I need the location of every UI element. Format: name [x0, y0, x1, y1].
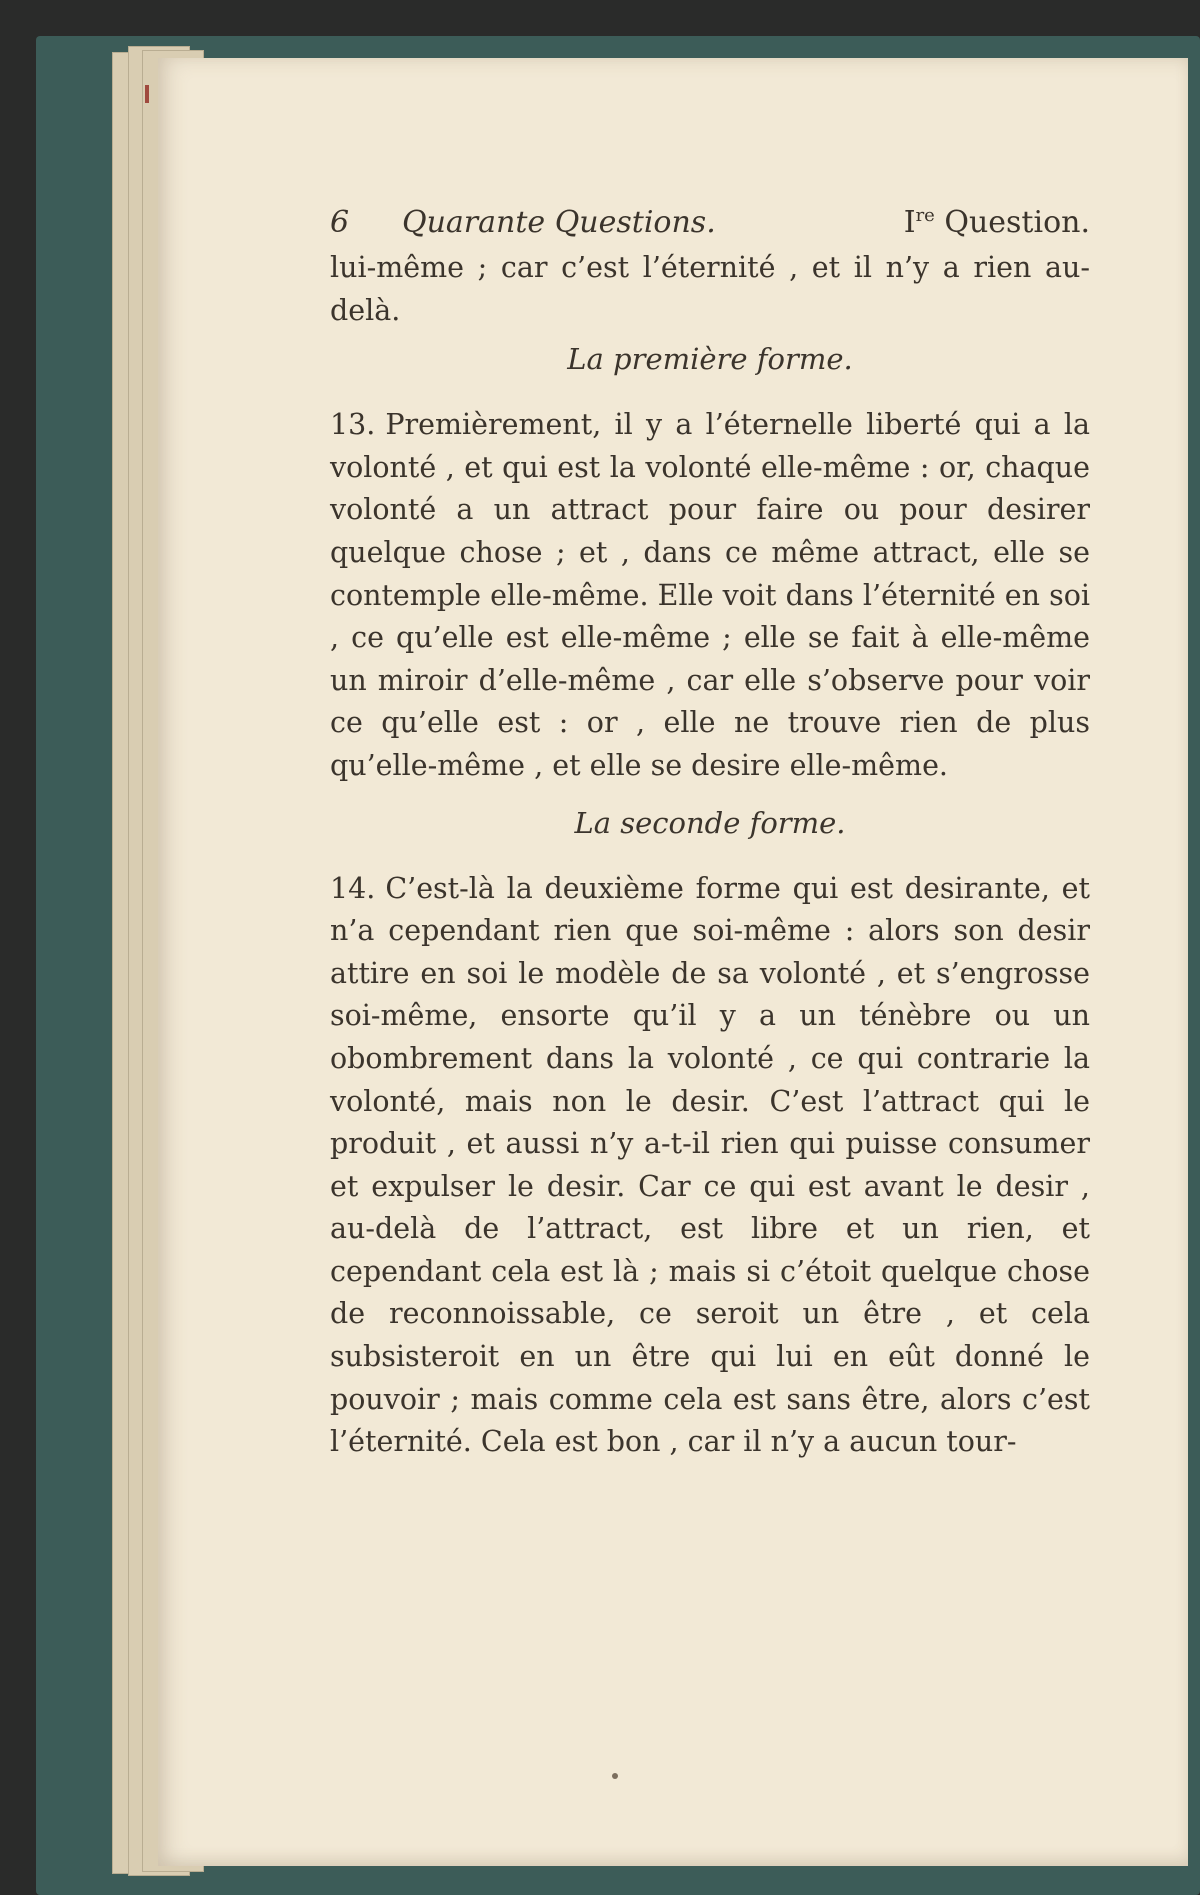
- running-header: [330, 205, 1090, 247]
- ink-dot: [612, 1773, 618, 1779]
- page-number: 6: [330, 205, 350, 240]
- section-heading: La première forme.: [567, 342, 853, 377]
- paragraph-13: [330, 404, 1090, 787]
- paragraph-14: [330, 868, 1090, 1464]
- page-text-block: [330, 205, 1090, 1464]
- opening-paragraph: lui-même ; car c’est l’éternité , et il n’y a rien au-delà.: [330, 251, 1090, 327]
- ink-mark: [145, 85, 149, 103]
- paragraph-text: Premièrement, il y a l’éternelle liberté qui a la volonté , et qui est la volonté elle-même : or, chaque volonté a un attract pour faire ou pour desirer quelque chose ; et , dans ce même attract, elle se contemple elle-même. Elle voit dans l’éternité en soi , ce qu’elle est elle-même ; elle se fait à elle-même un miroir d’elle-même , car elle s’observe pour voir ce qu’elle est : or , elle ne trouve rien de plus qu’elle-même , et elle se desire elle-même.: [330, 408, 1090, 782]
- paragraph-text: C’est-là la deuxième forme qui est desirante, et n’a cependant rien que soi-même : alors son desir attire en soi le modèle de sa volonté , et s’engrosse soi-même, ensorte qu’il y a un ténèbre ou un obombrement dans la volonté , ce qui contrarie la volonté, mais non le desir. C’est l’attract qui le produit , et aussi n’y a-t-il rien qui puisse consumer et expulser le desir. Car ce qui est avant le desir , au-delà de l’attract, est libre et un rien, et cependant cela est là ; mais si c’étoit quelque chose de reconnoissable, ce seroit un être , et cela subsisteroit en un être qui lui en eût donné le pouvoir ; mais comme cela est sans être, alors c’est l’éternité. Cela est bon , car il n’y a aucun tour-: [330, 871, 1090, 1459]
- question-label: Ire Question.: [903, 205, 1090, 240]
- paragraph-number: 14.: [330, 871, 376, 905]
- running-title: Quarante Questions.: [402, 205, 716, 240]
- section-heading: La seconde forme.: [574, 805, 846, 840]
- paragraph-number: 13.: [330, 408, 376, 442]
